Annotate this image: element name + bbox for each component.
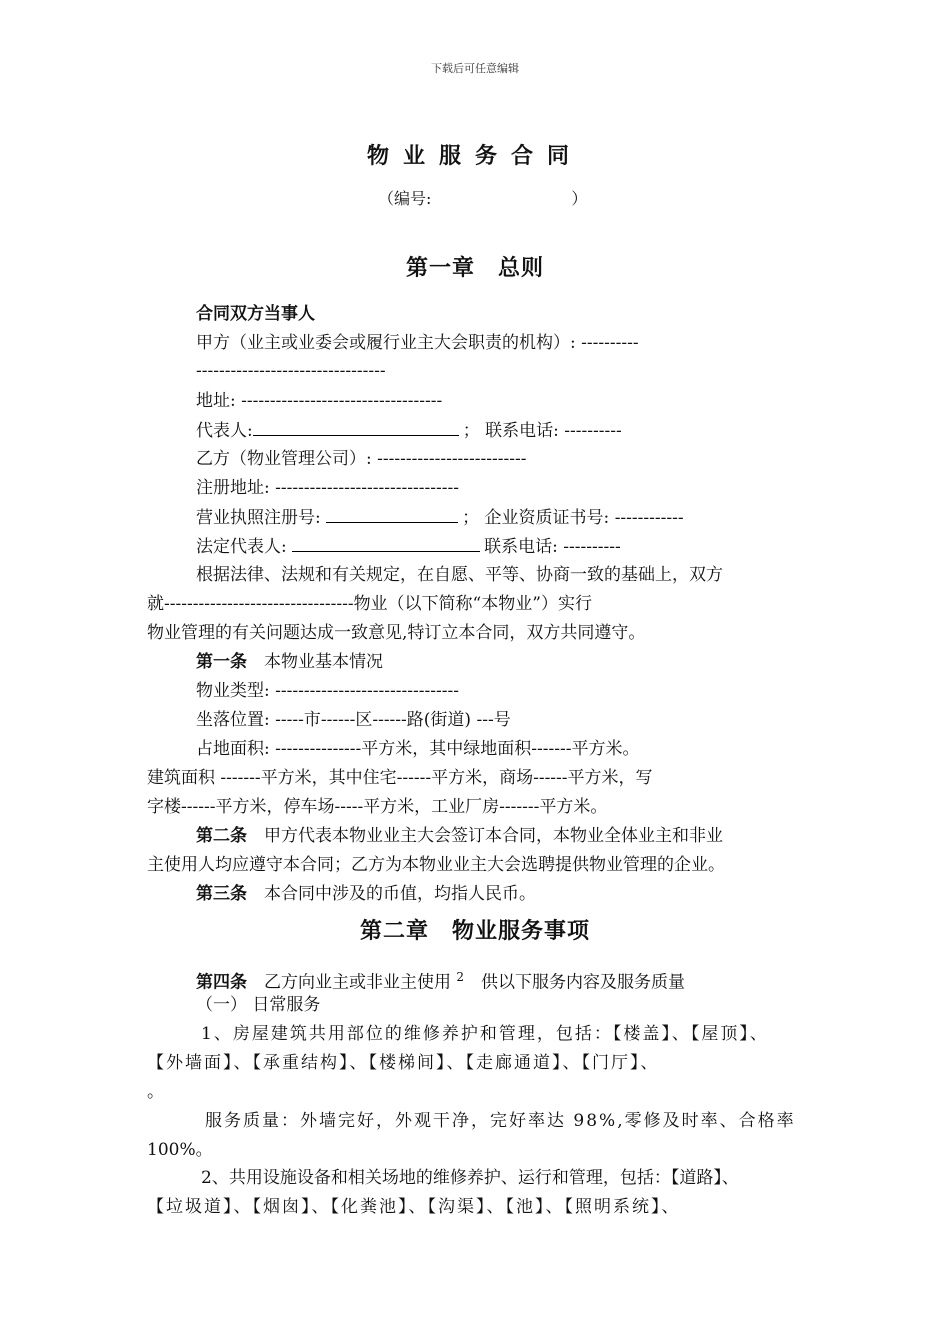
number-close: ） (571, 189, 588, 208)
reg-addr-label: 注册地址: (196, 478, 270, 498)
phone-dashes: ---------- (564, 421, 622, 441)
address-line (196, 390, 442, 412)
item-1-line-1: 1、房屋建筑共用部位的维修养护和管理，包括：【楼盖】、【屋顶】、 (201, 1024, 769, 1044)
legal-rep-label: 法定代表人: (196, 537, 287, 557)
art3-label: 第三条 (196, 884, 247, 904)
chapter-2-heading: 第二章 物业服务事项 (359, 918, 590, 944)
legal-rep-line (196, 535, 621, 558)
party-a-line (196, 332, 639, 354)
license-sep: ； (462, 508, 480, 528)
item-1-line-2: 【外墙面】、【承重结构】、【楼梯间】、【走廊通道】、【门厅】、 (147, 1053, 660, 1073)
rep-label: 代表人: (196, 421, 253, 441)
item-2-line-1: 2、共用设施设备和相关场地的维修养护、运行和管理，包括：【道路】、 (201, 1168, 739, 1188)
preamble-property: 物业（以下简称“本物业”）实行 (353, 594, 592, 614)
number-label: （编号: (378, 189, 432, 208)
loc-text: -----市------区------路(街道) ---号 (275, 710, 511, 730)
reg-address-line (196, 477, 459, 499)
party-a-dashes: ---------- (581, 333, 639, 353)
address-dashes: ----------------------------------- (241, 391, 443, 411)
phone-label: 联系电话: (485, 421, 559, 441)
article-4 (196, 966, 685, 994)
area-line-3: 字楼------平方米，停车场-----平方米，工业厂房-------平方米。 (147, 797, 608, 817)
legal-phone-label: 联系电话: (484, 537, 558, 557)
quality-1-line-1: 服务质量：外墙完好，外观干净，完好率达 98%,零修及时率、合格率 (205, 1111, 796, 1131)
representative-line (196, 419, 622, 442)
party-a-label: 甲方（业主或业委会或履行业主大会职责的机构）: (196, 333, 576, 353)
area-line-1: 占地面积: ---------------平方米，其中绿地面积-------平方米。 (196, 739, 640, 759)
party-b-line (196, 448, 527, 470)
rep-blank (253, 419, 459, 436)
license-blank (326, 506, 458, 523)
article-2-cont: 主使用人均应遵守本合同；乙方为本物业业主大会选聘提供物业管理的企业。 (147, 855, 725, 875)
parties-heading: 合同双方当事人 (196, 304, 315, 324)
cert-dashes: ------------ (614, 508, 684, 528)
cert-label: 企业资质证书号: (484, 508, 610, 528)
preamble-dashes: --------------------------------- (164, 594, 354, 614)
art1-label: 第一条 (196, 652, 247, 672)
daily-service-heading: （一） 日常服务 (196, 995, 321, 1015)
party-a-dashes-cont: --------------------------------- (196, 361, 386, 381)
article-3 (196, 883, 536, 905)
location-line (196, 709, 511, 731)
type-dashes: -------------------------------- (275, 681, 459, 701)
area-line-2: 建筑面积 -------平方米，其中住宅------平方米，商场------平方米，写 (147, 768, 653, 788)
legal-phone-dashes: ---------- (563, 537, 621, 557)
legal-rep-blank (292, 535, 480, 552)
art2-text-1: 甲方代表本物业业主大会签订本合同，本物业全体业主和非业 (264, 826, 723, 846)
preamble-jiu: 就 (147, 594, 164, 614)
preamble-line-3: 物业管理的有关问题达成一致意见,特订立本合同，双方共同遵守。 (147, 623, 646, 643)
type-label: 物业类型: (196, 681, 270, 701)
article-1 (196, 651, 383, 673)
contract-number (378, 188, 587, 210)
party-b-label: 乙方（物业管理公司）: (196, 449, 372, 469)
address-label: 地址: (196, 391, 236, 411)
contract-title: 物业服务合同 (366, 143, 583, 169)
art2-label: 第二条 (196, 826, 247, 846)
license-label: 营业执照注册号: (196, 508, 321, 528)
art4-sup: 2 (456, 970, 465, 984)
art1-text: 本物业基本情况 (264, 652, 383, 672)
preamble-line-2 (147, 593, 592, 615)
preamble-line-1: 根据法律、法规和有关规定，在自愿、平等、协商一致的基础上，双方 (196, 565, 723, 585)
quality-1-line-2: 100%。 (147, 1140, 213, 1160)
party-b-dashes: -------------------------- (377, 449, 527, 469)
item-2-line-2: 【垃圾道】、【烟囱】、【化粪池】、【沟渠】、【池】、【照明系统】、 (147, 1197, 681, 1217)
art4-text-b: 供以下服务内容及服务质量 (481, 972, 686, 993)
rep-sep: ； (462, 421, 480, 441)
chapter-1-heading: 第一章 总则 (405, 255, 544, 281)
art3-text: 本合同中涉及的币值，均指人民币。 (264, 884, 536, 904)
item-1-line-3: 。 (147, 1082, 164, 1102)
loc-label: 坐落位置: (196, 710, 270, 730)
property-type-line (196, 680, 459, 702)
art4-label: 第四条 (196, 972, 247, 993)
license-line (196, 506, 684, 529)
article-2 (196, 825, 723, 847)
art4-text-a: 乙方向业主或非业主使用 (264, 972, 451, 993)
page-header: 下载后可任意编辑 (431, 62, 519, 75)
reg-addr-dashes: -------------------------------- (275, 478, 459, 498)
